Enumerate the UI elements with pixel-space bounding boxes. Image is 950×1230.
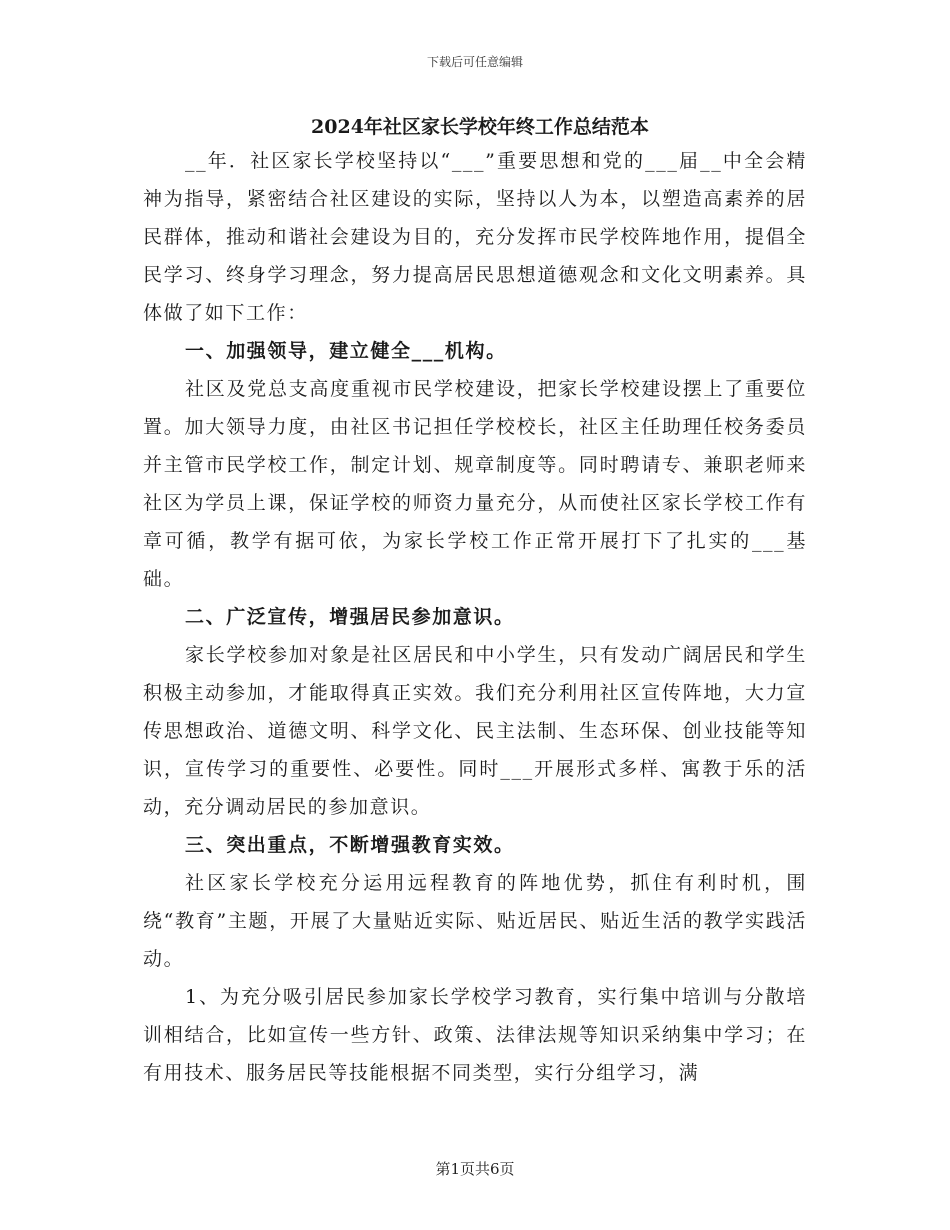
paragraph-section-2: 家长学校参加对象是社区居民和中小学生，只有发动广阔居民和学生积极主动参加，才能取得真正实效。我们充分利用社区宣传阵地，大力宣传思想政治、道德文明、科学文化、民主法制、生态环保、创业技能等知识，宣传学习的重要性、必要性。同时___开展形式多样、寓教于乐的活动，充分调动居民的参加意识。 [143, 644, 807, 818]
section-heading-2: 二、广泛宣传，增强居民参加意识。 [185, 606, 515, 628]
page-header-note: 下载后可任意编辑 [426, 55, 523, 69]
section-heading-3: 三、突出重点，不断增强教育实效。 [185, 834, 515, 856]
page-footer-number: 第1页共6页 [435, 1160, 515, 1178]
section-heading-1: 一、加强领导，建立健全___机构。 [185, 340, 507, 362]
paragraph-section-1: 社区及党总支高度重视市民学校建设，把家长学校建设摆上了重要位置。加大领导力度，由社区书记担任学校校长，社区主任助理任校务委员并主管市民学校工作，制定计划、规章制度等。同时聘请专、兼职老师来社区为学员上课，保证学校的师资力量充分，从而使社区家长学校工作有章可循，教学有据可依，为家长学校工作正常开展打下了扎实的___基础。 [143, 378, 807, 590]
document-title: 2024年社区家长学校年终工作总结范本 [311, 116, 649, 138]
paragraph-item-1: 1、为充分吸引居民参加家长学校学习教育，实行集中培训与分散培训相结合，比如宣传一些方针、政策、法律法规等知识采纳集中学习；在有用技术、服务居民等技能根据不同类型，实行分组学习，满 [143, 986, 807, 1084]
paragraph-section-3: 社区家长学校充分运用远程教育的阵地优势，抓住有利时机，围绕“教育”主题，开展了大量贴近实际、贴近居民、贴近生活的教学实践活动。 [143, 872, 807, 970]
document-body [143, 112, 807, 1092]
paragraph-intro: __年．社区家长学校坚持以“___”重要思想和党的___届__中全会精神为指导，紧密结合社区建设的实际，坚持以人为本，以塑造高素养的居民群体，推动和谐社会建设为目的，充分发挥市民学校阵地作用，提倡全民学习、终身学习理念，努力提高居民思想道德观念和文化文明素养。具体做了如下工作： [143, 150, 807, 324]
